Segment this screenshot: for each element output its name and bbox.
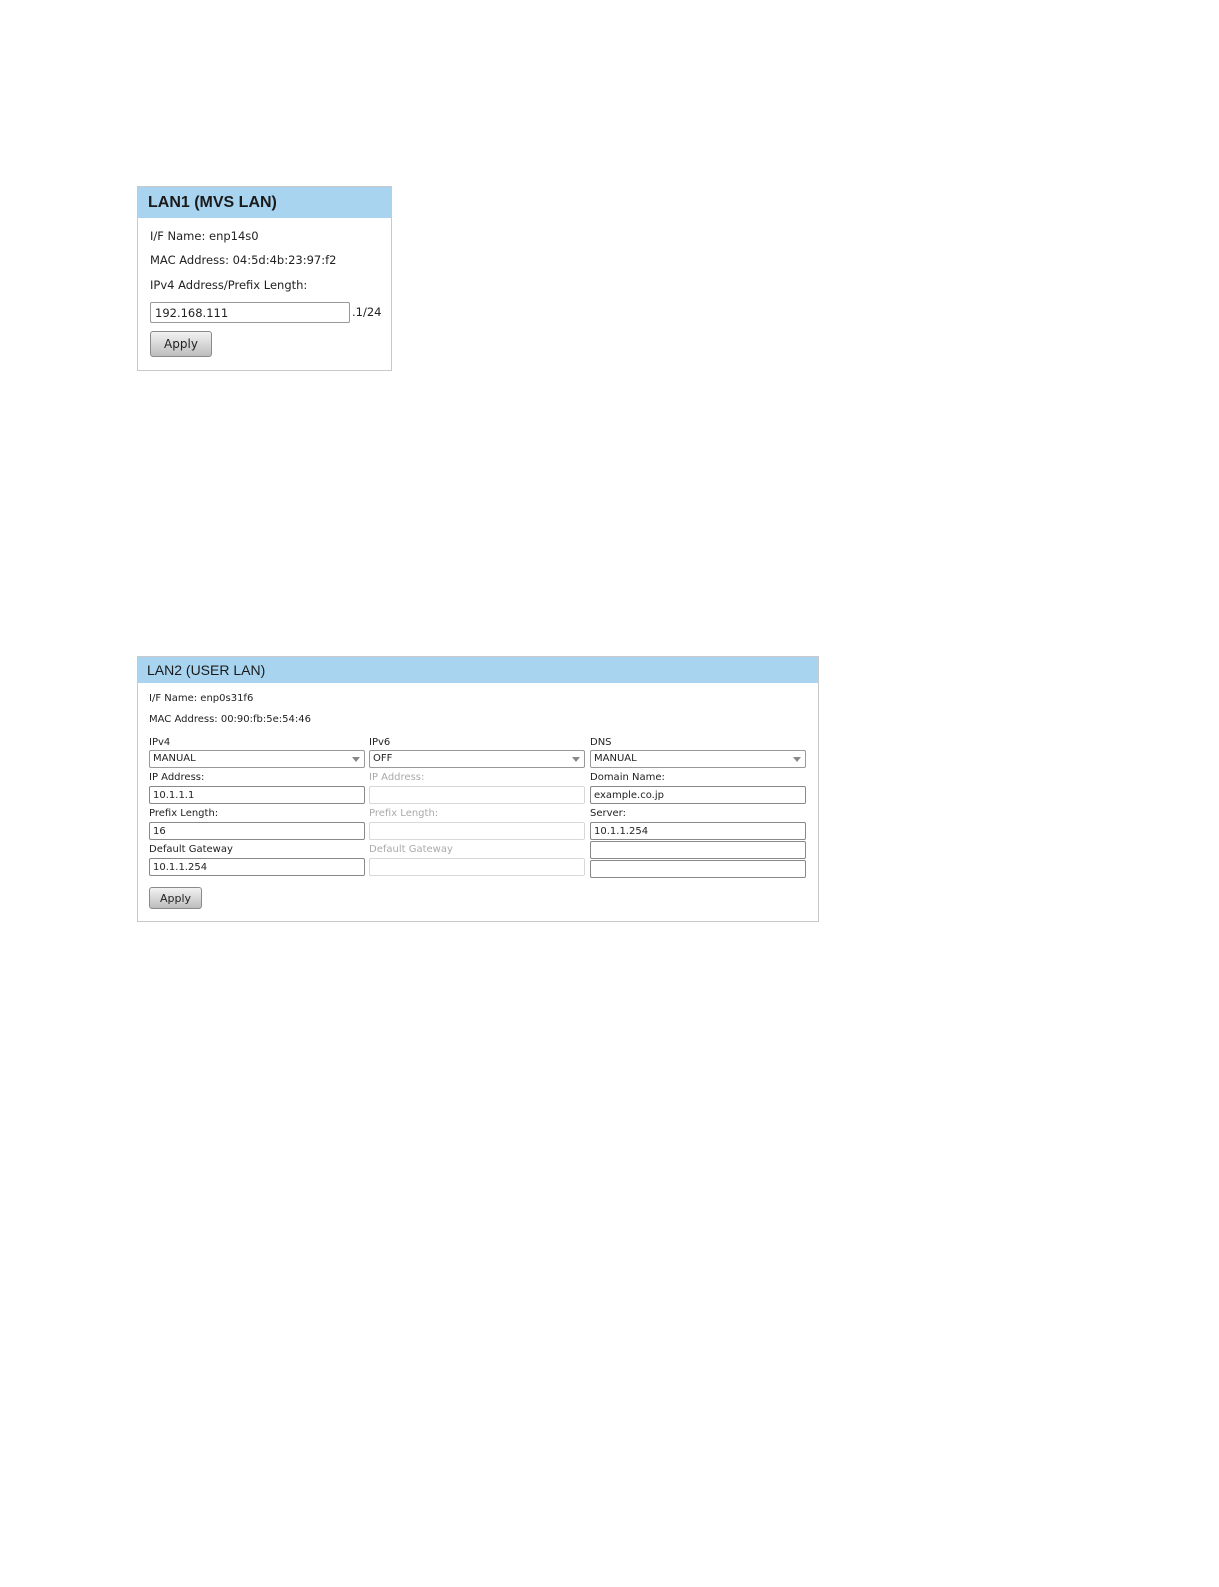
ipv6-mode-value: OFF: [373, 753, 393, 764]
lan1-ipv4-input[interactable]: [150, 302, 350, 323]
dns-server-input-1[interactable]: [590, 822, 806, 840]
lan1-title: LAN1 (MVS LAN): [138, 187, 391, 218]
ipv4-header: IPv4: [149, 737, 171, 748]
dns-domain-input[interactable]: [590, 786, 806, 804]
ipv6-gateway-input: [369, 858, 585, 876]
ipv4-prefix-label: Prefix Length:: [149, 808, 219, 819]
ipv4-ip-label: IP Address:: [149, 772, 205, 783]
lan1-panel: [137, 186, 392, 371]
lan2-apply-button[interactable]: Apply: [149, 887, 202, 909]
ipv4-gateway-input[interactable]: [149, 858, 365, 876]
chevron-down-icon: [572, 757, 580, 762]
ipv6-gateway-label: Default Gateway: [369, 844, 453, 855]
lan1-apply-button[interactable]: Apply: [150, 331, 212, 357]
dns-header: DNS: [590, 737, 612, 748]
chevron-down-icon: [793, 757, 801, 762]
lan2-panel: [137, 656, 819, 922]
ipv4-gateway-label: Default Gateway: [149, 844, 233, 855]
lan2-title: LAN2 (USER LAN): [138, 657, 818, 683]
lan2-mac-address: MAC Address: 00:90:fb:5e:54:46: [149, 714, 311, 725]
dns-domain-label: Domain Name:: [590, 772, 665, 783]
dns-mode-value: MANUAL: [594, 753, 637, 764]
lan1-ipv4-label: IPv4 Address/Prefix Length:: [150, 278, 308, 292]
ipv6-header: IPv6: [369, 737, 391, 748]
ipv6-ip-label: IP Address:: [369, 772, 425, 783]
dns-server-input-2[interactable]: [590, 841, 806, 859]
ipv4-ip-input[interactable]: [149, 786, 365, 804]
ipv4-prefix-input[interactable]: [149, 822, 365, 840]
lan1-ipv4-suffix: .1/24: [352, 305, 382, 319]
dns-server-label: Server:: [590, 808, 626, 819]
dns-server-input-3[interactable]: [590, 860, 806, 878]
ipv4-mode-select[interactable]: [149, 750, 365, 768]
lan1-if-name: I/F Name: enp14s0: [150, 229, 259, 243]
dns-mode-select[interactable]: [590, 750, 806, 768]
lan2-if-name: I/F Name: enp0s31f6: [149, 693, 254, 704]
ipv4-mode-value: MANUAL: [153, 753, 196, 764]
chevron-down-icon: [352, 757, 360, 762]
ipv6-prefix-label: Prefix Length:: [369, 808, 439, 819]
ipv6-mode-select[interactable]: [369, 750, 585, 768]
ipv6-prefix-input: [369, 822, 585, 840]
lan1-mac-address: MAC Address: 04:5d:4b:23:97:f2: [150, 253, 337, 267]
ipv6-ip-input: [369, 786, 585, 804]
